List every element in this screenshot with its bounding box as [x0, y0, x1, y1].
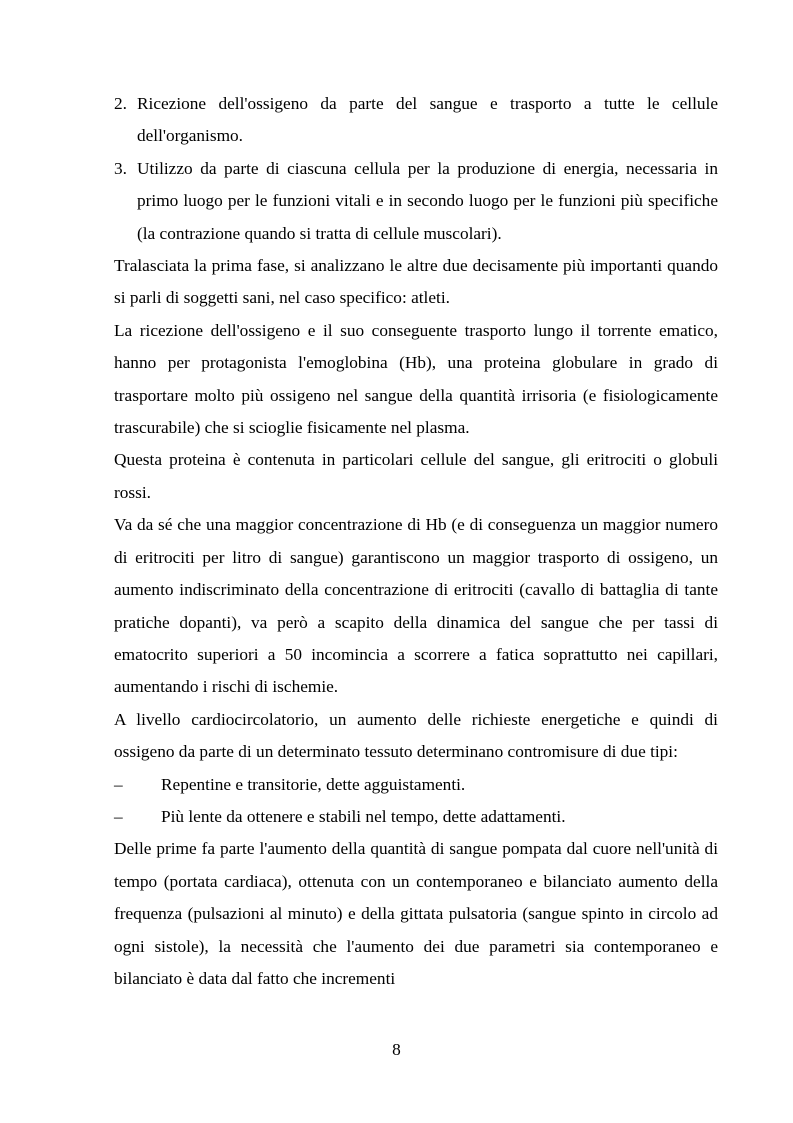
list-item-text: Repentine e transitorie, dette agguistamenti.: [161, 774, 466, 794]
numbered-list: [114, 88, 718, 250]
paragraph: A livello cardiocircolatorio, un aumento delle richieste energetiche e quindi di ossigeno da parte di un determinato tessuto determinano contromisure di due tipi:: [114, 709, 718, 762]
paragraph: Tralasciata la prima fase, si analizzano le altre due decisamente più importanti quando si parli di soggetti sani, nel caso specifico: atleti.: [114, 256, 718, 308]
paragraph: Va da sé che una maggior concentrazione di Hb (e di conseguenza un maggior numero di eritrociti per litro di sangue) garantiscono un maggior trasporto di ossigeno, un aumento indiscriminato della concentrazione di eritrociti (cavallo di battaglia di tante pratiche dopanti), va però a scapito della dinamica del sangue che per tassi di ematocrito superiori a 50 incomincia a scorrere a fatica soprattutto nei capillari, aumentando i rischi di ischemie.: [114, 515, 718, 697]
list-item: [114, 153, 718, 250]
list-item-text: Utilizzo da parte di ciascuna cellula per la produzione di energia, necessaria in primo luogo per le funzioni vitali e in secondo luogo per le funzioni più specifiche (la contrazione quando si tratta di cellule muscolari).: [137, 158, 718, 243]
paragraph: Questa proteina è contenuta in particolari cellule del sangue, gli eritrociti o globuli rossi.: [114, 450, 718, 502]
document-page: [114, 88, 718, 995]
dash-list: [114, 769, 718, 834]
list-item-number: 3.: [114, 158, 127, 178]
page-number: 8: [392, 1040, 401, 1059]
list-item-text: Ricezione dell'ossigeno da parte del sangue e trasporto a tutte le cellule dell'organismo.: [137, 94, 718, 146]
list-item-text: Più lente da ottenere e stabili nel tempo, dette adattamenti.: [161, 806, 566, 826]
list-item: [114, 801, 718, 833]
dash-marker: –: [114, 774, 123, 794]
list-item: [114, 769, 718, 801]
dash-marker: –: [114, 806, 123, 826]
paragraph: Delle prime fa parte l'aumento della quantità di sangue pompata dal cuore nell'unità di tempo (portata cardiaca), ottenuta con un contemporaneo e bilanciato aumento della frequenza (pulsazioni al minuto) e della gittata pulsatoria (sangue spinto in circolo ad ogni sistole), la necessità che l'aumento dei due parametri sia contemporaneo e bilanciato è data dal fatto che incrementi: [114, 839, 718, 988]
list-item-number: 2.: [114, 94, 127, 113]
paragraph: La ricezione dell'ossigeno e il suo conseguente trasporto lungo il torrente ematico, hanno per protagonista l'emoglobina (Hb), una proteina globulare in grado di trasportare molto più ossigeno nel sangue della quantità irrisoria (e fisiologicamente trascurabile) che si scioglie fisicamente nel plasma.: [114, 320, 718, 438]
list-item: [114, 88, 718, 153]
